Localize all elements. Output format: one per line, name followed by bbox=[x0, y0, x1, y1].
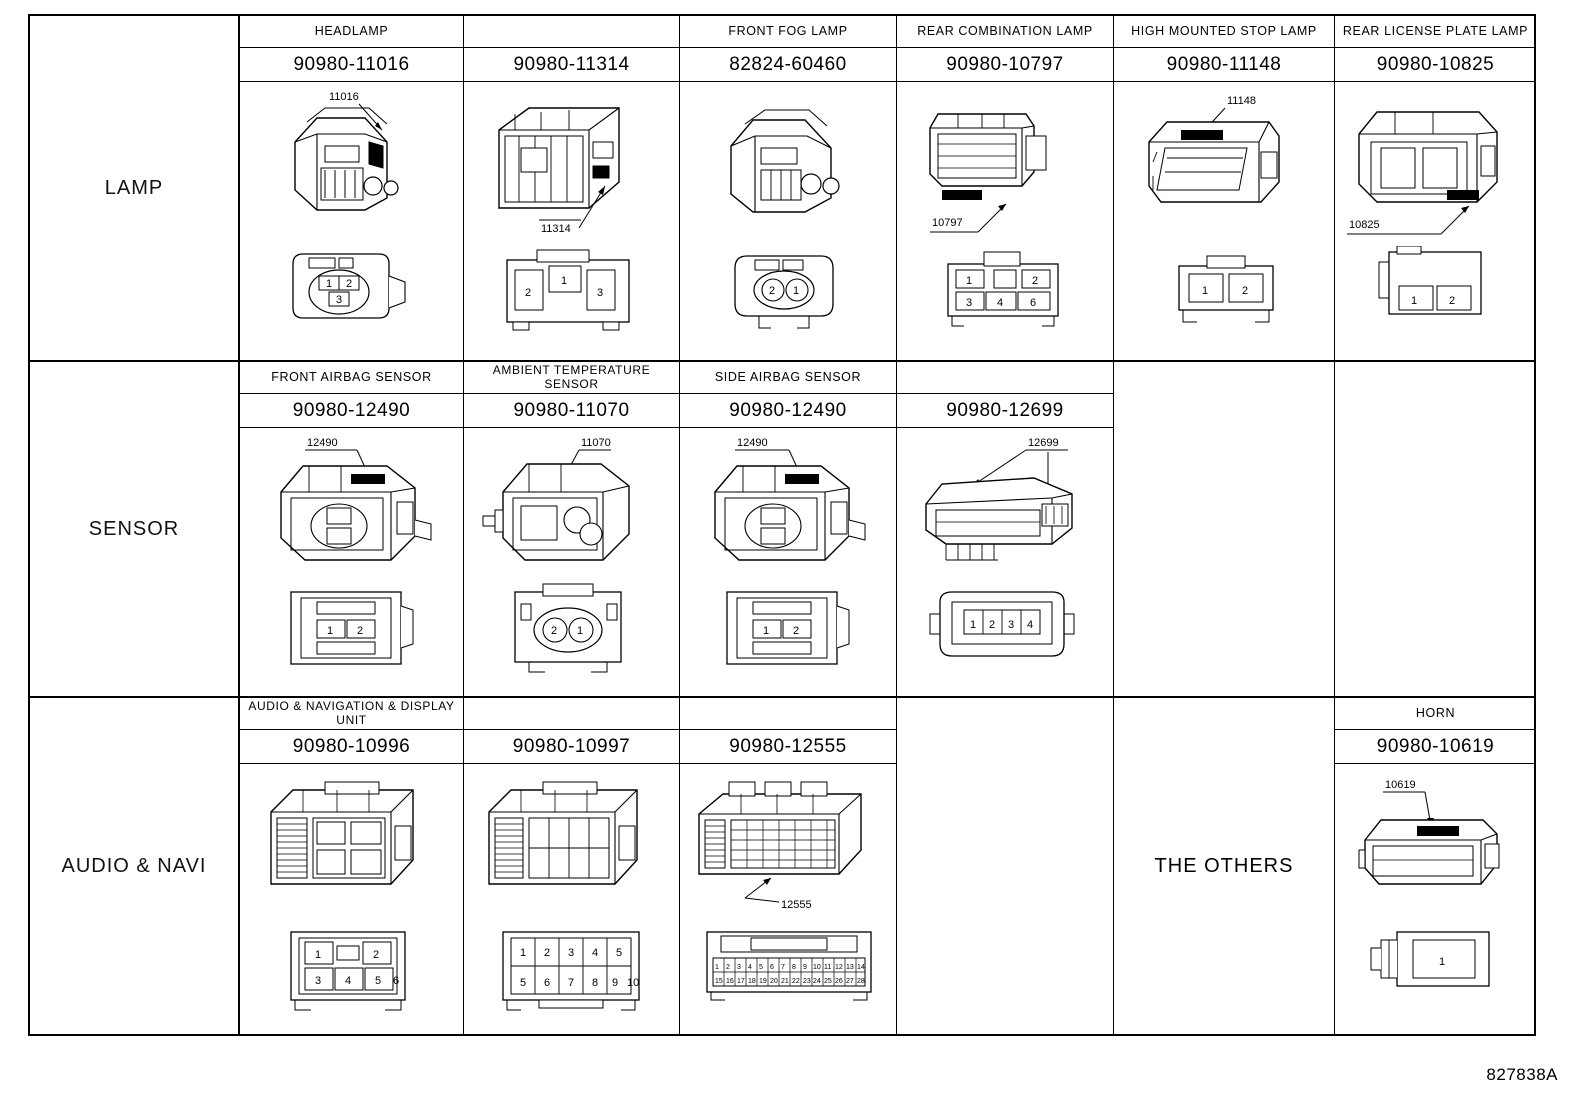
svg-text:2: 2 bbox=[769, 285, 776, 297]
group-title-rear-license-plate-lamp: REAR LICENSE PLATE LAMP bbox=[1335, 16, 1536, 48]
group-title-front-fog-lamp: FRONT FOG LAMP bbox=[680, 16, 896, 48]
category-label-sensor: SENSOR bbox=[30, 362, 240, 696]
svg-text:20: 20 bbox=[770, 978, 778, 985]
svg-text:5: 5 bbox=[616, 947, 623, 959]
svg-text:11: 11 bbox=[824, 964, 832, 971]
part-number: 90980-10825 bbox=[1335, 48, 1536, 82]
svg-text:3: 3 bbox=[1008, 619, 1015, 631]
connector-figure bbox=[1335, 764, 1536, 1034]
part-number: 90980-12490 bbox=[680, 394, 896, 428]
svg-text:11070: 11070 bbox=[581, 437, 611, 449]
connector-figure bbox=[464, 428, 679, 696]
svg-text:3: 3 bbox=[597, 287, 604, 299]
band-audio bbox=[30, 698, 1534, 1034]
group-title-audio-nav-display-unit: AUDIO & NAVIGATION & DISPLAY UNIT bbox=[240, 698, 463, 730]
cell-side-airbag-sensor-12699 bbox=[897, 362, 1114, 696]
connector-figure bbox=[464, 82, 679, 360]
cell-audio-empty bbox=[897, 698, 1114, 1034]
svg-text:5: 5 bbox=[520, 977, 527, 989]
group-title-headlamp-cont bbox=[464, 16, 679, 48]
group-title-high-mounted-stop-lamp: HIGH MOUNTED STOP LAMP bbox=[1114, 16, 1334, 48]
svg-text:12: 12 bbox=[835, 964, 843, 971]
svg-text:1: 1 bbox=[577, 625, 584, 637]
svg-text:10825: 10825 bbox=[1348, 219, 1380, 231]
svg-text:4: 4 bbox=[997, 297, 1004, 309]
connector-figure bbox=[680, 764, 896, 1034]
cell-headlamp-11016 bbox=[240, 16, 464, 360]
svg-text:24: 24 bbox=[813, 978, 821, 985]
svg-text:6: 6 bbox=[544, 977, 551, 989]
connector-figure bbox=[1114, 82, 1334, 360]
svg-text:8: 8 bbox=[792, 964, 796, 971]
cell-front-fog-lamp bbox=[680, 16, 897, 360]
svg-text:26: 26 bbox=[835, 978, 843, 985]
svg-text:15: 15 bbox=[715, 978, 723, 985]
svg-text:2: 2 bbox=[989, 619, 996, 631]
cell-audio-10996 bbox=[240, 698, 464, 1034]
cell-audio-10997 bbox=[464, 698, 680, 1034]
part-number: 90980-12699 bbox=[897, 394, 1113, 428]
cell-horn bbox=[1335, 698, 1536, 1034]
figure-code: 827838A bbox=[1486, 1065, 1558, 1084]
cell-rear-license-plate-lamp bbox=[1335, 16, 1536, 360]
band-sensor bbox=[30, 362, 1534, 698]
svg-text:2: 2 bbox=[345, 278, 352, 290]
empty-cell bbox=[1114, 428, 1334, 696]
svg-text:12555: 12555 bbox=[781, 899, 812, 911]
part-number: 90980-10997 bbox=[464, 730, 679, 764]
svg-text:1: 1 bbox=[520, 947, 527, 959]
svg-text:2: 2 bbox=[793, 625, 800, 637]
svg-text:3: 3 bbox=[966, 297, 973, 309]
svg-text:19: 19 bbox=[759, 978, 767, 985]
svg-text:2: 2 bbox=[551, 625, 558, 637]
svg-text:13: 13 bbox=[846, 964, 854, 971]
svg-text:11314: 11314 bbox=[541, 223, 571, 235]
group-title-side-airbag-sensor-cont bbox=[897, 362, 1113, 394]
svg-text:6: 6 bbox=[770, 964, 774, 971]
svg-text:5: 5 bbox=[374, 975, 381, 987]
connector-figure bbox=[680, 428, 896, 696]
svg-text:1: 1 bbox=[793, 285, 800, 297]
group-title-front-airbag-sensor: FRONT AIRBAG SENSOR bbox=[240, 362, 463, 394]
group-title-empty bbox=[1335, 362, 1536, 394]
group-title-audio-cont-1 bbox=[464, 698, 679, 730]
svg-text:1: 1 bbox=[325, 278, 332, 290]
svg-text:2: 2 bbox=[544, 947, 551, 959]
svg-text:1: 1 bbox=[561, 275, 568, 287]
group-title-headlamp: HEADLAMP bbox=[240, 16, 463, 48]
cell-sensor-empty-2 bbox=[1335, 362, 1536, 696]
part-number: 90980-11148 bbox=[1114, 48, 1334, 82]
cell-ambient-temperature-sensor bbox=[464, 362, 680, 696]
svg-text:18: 18 bbox=[748, 978, 756, 985]
svg-text:1: 1 bbox=[715, 964, 719, 971]
svg-text:2: 2 bbox=[372, 949, 379, 961]
the-others-label: THE OTHERS bbox=[1154, 854, 1294, 877]
cell-front-airbag-sensor bbox=[240, 362, 464, 696]
cell-sensor-empty-1 bbox=[1114, 362, 1335, 696]
svg-text:1: 1 bbox=[966, 275, 973, 287]
svg-text:23: 23 bbox=[803, 978, 811, 985]
svg-text:4: 4 bbox=[592, 947, 599, 959]
group-title-empty bbox=[897, 698, 1113, 730]
cell-high-mounted-stop-lamp bbox=[1114, 16, 1335, 360]
svg-text:6: 6 bbox=[1030, 297, 1037, 309]
group-title-rear-combination-lamp: REAR COMBINATION LAMP bbox=[897, 16, 1113, 48]
cell-headlamp-11314 bbox=[464, 16, 680, 360]
cell-rear-combination-lamp bbox=[897, 16, 1114, 360]
svg-text:14: 14 bbox=[857, 964, 865, 971]
part-number: 90980-10996 bbox=[240, 730, 463, 764]
svg-text:2: 2 bbox=[1242, 285, 1249, 297]
connector-figure bbox=[1335, 82, 1536, 360]
cell-audio-12555 bbox=[680, 698, 897, 1034]
group-title-ambient-temperature-sensor: AMBIENT TEMPERATURE SENSOR bbox=[464, 362, 679, 394]
svg-text:1: 1 bbox=[1438, 956, 1445, 968]
category-label-lamp: LAMP bbox=[30, 16, 240, 360]
group-title-side-airbag-sensor: SIDE AIRBAG SENSOR bbox=[680, 362, 896, 394]
part-number: 90980-11070 bbox=[464, 394, 679, 428]
part-number: 90980-11016 bbox=[240, 48, 463, 82]
svg-text:22: 22 bbox=[792, 978, 800, 985]
part-number: 90980-10619 bbox=[1335, 730, 1536, 764]
svg-text:2: 2 bbox=[1032, 275, 1039, 287]
svg-text:12490: 12490 bbox=[306, 437, 338, 449]
svg-text:10619: 10619 bbox=[1384, 779, 1416, 791]
band-lamp bbox=[30, 16, 1534, 362]
svg-text:1: 1 bbox=[1410, 295, 1417, 307]
connector-figure bbox=[240, 82, 463, 360]
connector-figure bbox=[240, 428, 463, 696]
connector-figure bbox=[680, 82, 896, 360]
part-number: 90980-10797 bbox=[897, 48, 1113, 82]
svg-text:1: 1 bbox=[970, 619, 977, 631]
connector-chart bbox=[28, 14, 1536, 1036]
svg-text:28: 28 bbox=[857, 978, 865, 985]
svg-text:3: 3 bbox=[568, 947, 575, 959]
svg-text:12699: 12699 bbox=[1028, 437, 1059, 449]
svg-text:9: 9 bbox=[803, 964, 807, 971]
connector-figure bbox=[240, 764, 463, 1034]
part-number-empty bbox=[1335, 394, 1536, 428]
svg-text:2: 2 bbox=[726, 964, 730, 971]
connector-figure bbox=[897, 428, 1113, 696]
connector-figure bbox=[897, 82, 1113, 360]
svg-text:1: 1 bbox=[314, 949, 321, 961]
svg-text:2: 2 bbox=[356, 625, 363, 637]
svg-text:2: 2 bbox=[1448, 295, 1455, 307]
cell-the-others bbox=[1114, 698, 1335, 1034]
svg-text:4: 4 bbox=[344, 975, 351, 987]
svg-text:6: 6 bbox=[392, 975, 399, 987]
part-number: 90980-11314 bbox=[464, 48, 679, 82]
svg-text:7: 7 bbox=[568, 977, 575, 989]
empty-cell bbox=[1335, 428, 1536, 696]
svg-text:3: 3 bbox=[737, 964, 741, 971]
empty-cell bbox=[897, 764, 1113, 1034]
part-number-empty bbox=[1114, 394, 1334, 428]
cell-side-airbag-sensor-12490 bbox=[680, 362, 897, 696]
svg-text:10: 10 bbox=[813, 964, 821, 971]
part-number: 90980-12490 bbox=[240, 394, 463, 428]
part-number: 90980-12555 bbox=[680, 730, 896, 764]
svg-text:17: 17 bbox=[737, 978, 745, 985]
svg-text:9: 9 bbox=[612, 977, 619, 989]
group-title-horn: HORN bbox=[1335, 698, 1536, 730]
svg-text:8: 8 bbox=[592, 977, 599, 989]
svg-text:3: 3 bbox=[335, 294, 342, 306]
svg-text:1: 1 bbox=[326, 625, 333, 637]
svg-text:10797: 10797 bbox=[932, 217, 963, 229]
svg-text:1: 1 bbox=[1202, 285, 1209, 297]
svg-text:4: 4 bbox=[1027, 619, 1034, 631]
svg-text:27: 27 bbox=[846, 978, 854, 985]
category-label-audio: AUDIO & NAVI bbox=[30, 698, 240, 1034]
svg-text:2: 2 bbox=[525, 287, 532, 299]
svg-text:4: 4 bbox=[748, 964, 752, 971]
svg-text:16: 16 bbox=[726, 978, 734, 985]
svg-text:7: 7 bbox=[781, 964, 785, 971]
part-number: 82824-60460 bbox=[680, 48, 896, 82]
svg-text:11016: 11016 bbox=[328, 91, 359, 103]
svg-text:21: 21 bbox=[781, 978, 789, 985]
svg-text:5: 5 bbox=[759, 964, 763, 971]
svg-text:3: 3 bbox=[314, 975, 321, 987]
part-number-empty bbox=[897, 730, 1113, 764]
connector-figure bbox=[464, 764, 679, 1034]
group-title-audio-cont-2 bbox=[680, 698, 896, 730]
svg-text:12490: 12490 bbox=[737, 437, 768, 449]
group-title-empty bbox=[1114, 362, 1334, 394]
svg-text:25: 25 bbox=[824, 978, 832, 985]
svg-text:1: 1 bbox=[763, 625, 770, 637]
svg-text:11148: 11148 bbox=[1227, 95, 1256, 107]
svg-text:10: 10 bbox=[627, 977, 640, 989]
